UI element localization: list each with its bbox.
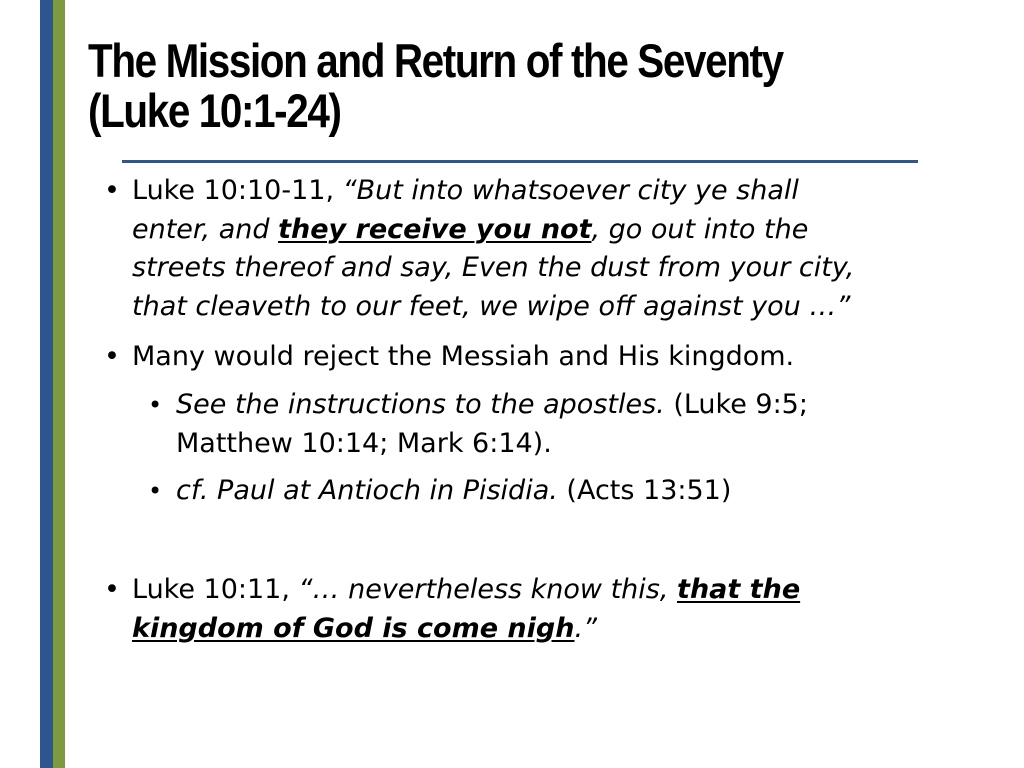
bullet-3-emphasis-b: kingdom of God is come nigh (132, 612, 575, 644)
bullet-luke-10-11 (104, 571, 992, 648)
sub-bullet-1-italic: See the instructions to the apostles. (176, 389, 665, 420)
sub-bullet-paul-antioch (148, 472, 996, 511)
bullet-1-line-1 (132, 172, 992, 211)
sub-bullet-marker: • (148, 477, 163, 505)
bullet-marker: • (104, 175, 120, 206)
title-line-1: The Mission and Return of the Seventy (88, 34, 783, 87)
title-line-2: (Luke 10:1-24) (88, 84, 341, 137)
bullet-luke-10-10-11 (104, 172, 992, 326)
sub-bullet-1-refs-b: Matthew 10:14; Mark 6:14). (176, 427, 552, 459)
bullet-3-line-2 (132, 610, 992, 649)
bullet-1-quote-part-b: enter, and (132, 213, 279, 245)
bullet-3-emphasis-a: that the (677, 574, 801, 605)
bullet-2-text: Many would reject the Messiah and His kingdom. (132, 341, 795, 372)
sub-bullet-instructions-apostles (148, 386, 996, 463)
bullet-1-line-3: streets thereof and say, Even the dust from your city, (132, 252, 855, 283)
bullet-1-quote-part-c: , go out into the (591, 213, 809, 245)
sub-bullet-marker: • (148, 391, 163, 419)
bullet-3-reference: Luke 10:11, (132, 574, 299, 605)
bullet-marker: • (104, 341, 120, 372)
bullet-marker: • (104, 574, 120, 605)
sub-bullet-1-line-1 (176, 386, 996, 425)
bullet-1-line-2 (132, 211, 992, 250)
sub-bullet-1-refs-a: (Luke 9:5; (664, 389, 808, 420)
bullet-1-quote-part-a: “But into whatsoever city ye shall (342, 175, 799, 206)
bullet-3-quote-part-b: .” (574, 612, 598, 644)
bullet-1-line-4: that cleaveth to our feet, we wipe off against you …” (132, 290, 851, 322)
bullet-3-quote-part-a: “… nevertheless know this, (298, 574, 678, 605)
bullet-reject-messiah (104, 338, 992, 377)
bullet-1-reference: Luke 10:10-11, (132, 175, 343, 206)
bullet-1-emphasis: they receive you not (278, 213, 592, 245)
sub-bullet-2-line (176, 472, 996, 511)
bullet-3-line-1 (132, 571, 992, 610)
sub-bullet-2-refs: (Acts 13:51) (557, 475, 732, 506)
sub-bullet-2-italic: cf. Paul at Antioch in Pisidia. (176, 475, 558, 506)
